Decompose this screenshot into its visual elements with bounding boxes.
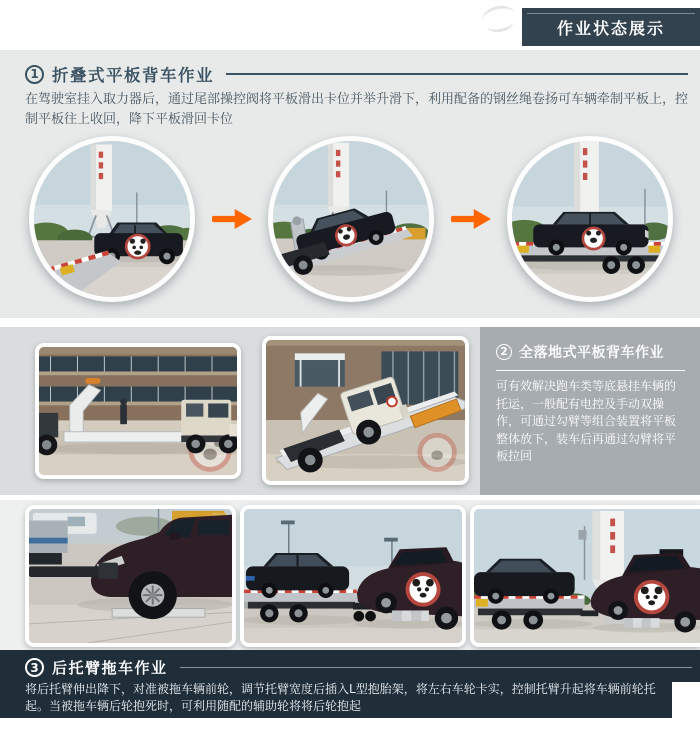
section-folding-flatbed	[0, 50, 700, 318]
photo-car-on-tilted-flatbed	[268, 136, 434, 302]
photo-tow-arm-at-front-wheel	[25, 505, 236, 647]
section-1-title: 折叠式平板背车作业	[52, 66, 214, 85]
section-2-divider	[496, 370, 685, 371]
arrow-right-icon	[451, 206, 491, 232]
section-rear-tow-arm-photos	[0, 500, 700, 650]
photo-flatbed-towing-second-car	[240, 505, 466, 647]
step-arrow-2	[434, 206, 507, 232]
photo-flatbed-lowered-behind-car	[29, 136, 195, 302]
section-1-number-badge: 1	[25, 65, 44, 84]
header-title: 作业状态展示	[556, 18, 665, 38]
section-rear-tow-arm-panel	[0, 650, 700, 718]
section-2-header	[496, 342, 685, 362]
step-arrow-1	[195, 206, 268, 232]
section-3-description: 将后托臂伸出降下，对准被拖车辆前轮，调节托臂宽度后插入L型抱胎架，将左右车轮卡实，控制托臂升起将车辆前轮托起。当被拖车辆后轮抱死时，可利用随配的辅助轮将将后轮抱起	[25, 682, 656, 713]
title-rule-line	[180, 667, 692, 668]
photo-truck-loading-on-tilted-bed	[262, 336, 469, 485]
section-full-ground-flatbed	[0, 327, 700, 495]
process-photos-row	[29, 136, 673, 302]
section-3-header	[25, 657, 692, 678]
corner-notch	[672, 682, 700, 718]
photo-car-loaded-on-flatbed	[507, 136, 673, 302]
title-rule-line	[226, 73, 688, 75]
section-1-description: 在驾驶室挂入取力器后，通过尾部操控阀将平板滑出卡位并举升滑下，利用配备的钢丝绳卷扬可车辆牵制平板上，控制平板往上收回，降下平板滑回卡位	[25, 92, 689, 127]
section-3-number-badge: 3	[25, 658, 44, 677]
photo-flatbed-on-ground	[35, 343, 241, 479]
header-banner	[522, 8, 700, 46]
section-1-header	[25, 62, 688, 86]
section-2-info-panel	[480, 327, 700, 495]
arrow-right-icon	[212, 206, 252, 232]
section-2-title: 全落地式平板背车作业	[519, 345, 664, 361]
section-2-description: 可有效解决跑车类等底悬挂车辆的托运，一般配有电控及手动双操作，可通过勾臂等组合装置将平板整体放下，装车后再通过勾臂将平板拉回	[496, 379, 677, 463]
photo-towing-scene-with-silo	[470, 505, 700, 647]
section-3-title: 后托臂拖车作业	[52, 659, 168, 677]
section-2-number-badge: 2	[496, 344, 512, 360]
brand-watermark	[480, 3, 518, 34]
